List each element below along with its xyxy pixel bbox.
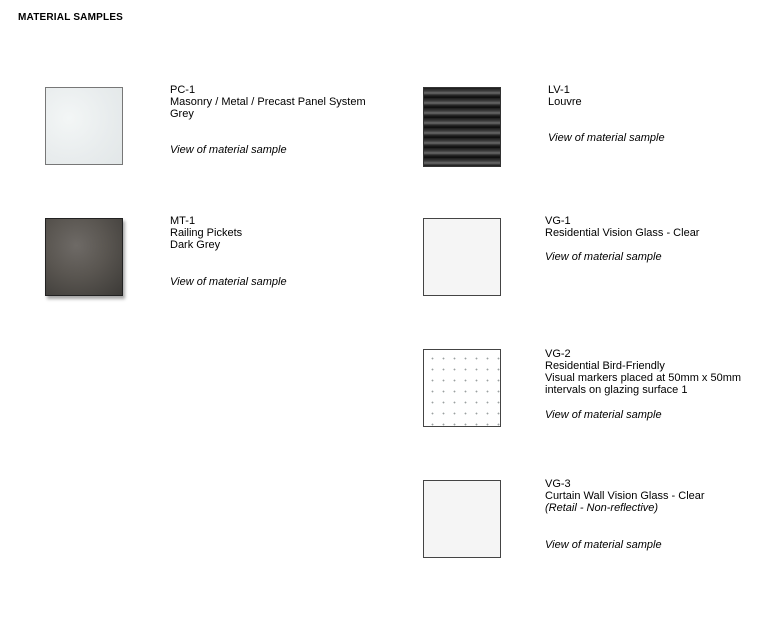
view-sample-link[interactable]: View of material sample	[170, 276, 287, 288]
view-sample-link[interactable]: View of material sample	[548, 132, 665, 144]
sample-info-pc-1	[170, 84, 366, 156]
sample-info-mt-1	[170, 215, 287, 288]
sample-code: LV-1	[548, 84, 570, 96]
view-sample-link[interactable]: View of material sample	[170, 144, 287, 156]
sample-code: VG-2	[545, 348, 571, 360]
sample-swatch-mt-1[interactable]	[45, 218, 123, 296]
sample-info-vg-1	[545, 215, 699, 263]
sample-note: (Retail - Non-reflective)	[545, 502, 659, 514]
sample-description: Residential Bird-Friendly	[545, 360, 665, 372]
sample-description: Visual markers placed at 50mm x 50mm	[545, 372, 742, 384]
view-sample-link[interactable]: View of material sample	[545, 409, 662, 421]
sample-code: VG-3	[545, 478, 571, 490]
sample-code: PC-1	[170, 84, 196, 96]
sample-description: Masonry / Metal / Precast Panel System	[170, 96, 366, 108]
sample-swatch-vg-1[interactable]	[423, 218, 501, 296]
sample-swatch-lv-1[interactable]	[423, 87, 501, 167]
sample-code: MT-1	[170, 215, 196, 227]
sample-info-vg-3	[545, 478, 705, 551]
sample-colour: Grey	[170, 108, 194, 120]
view-sample-link[interactable]: View of material sample	[545, 539, 662, 551]
view-sample-link[interactable]: View of material sample	[545, 251, 662, 263]
sample-description: Curtain Wall Vision Glass - Clear	[545, 490, 705, 502]
sample-swatch-vg-2[interactable]	[423, 349, 501, 427]
sample-swatch-vg-3[interactable]	[423, 480, 501, 558]
sample-description: Railing Pickets	[170, 227, 243, 239]
sample-info-lv-1	[548, 84, 665, 144]
sample-description: intervals on glazing surface 1	[545, 384, 688, 396]
sample-code: VG-1	[545, 215, 571, 227]
page-title: MATERIAL SAMPLES	[18, 12, 124, 23]
sample-info-vg-2	[545, 348, 741, 421]
sample-colour: Dark Grey	[170, 239, 221, 251]
sample-description: Louvre	[548, 96, 582, 108]
sample-description: Residential Vision Glass - Clear	[545, 227, 700, 239]
sample-swatch-pc-1[interactable]	[45, 87, 123, 165]
